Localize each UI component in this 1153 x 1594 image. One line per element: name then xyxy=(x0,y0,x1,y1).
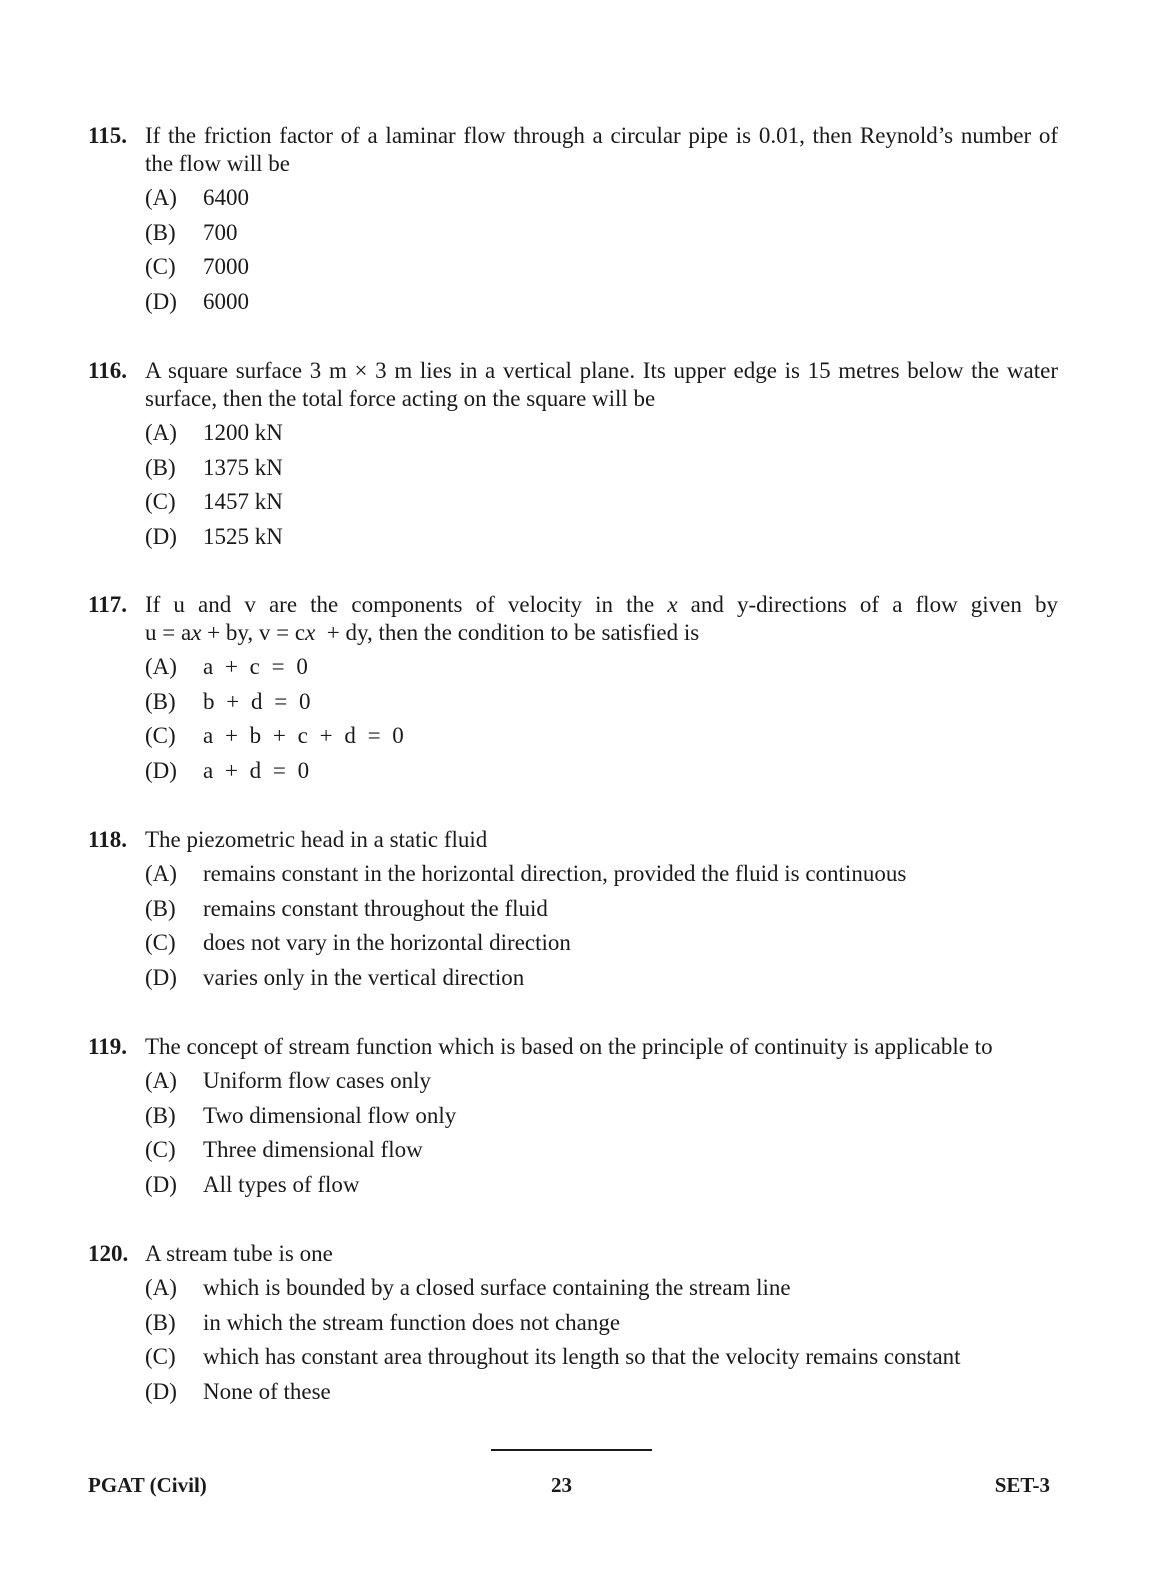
variable-x: x xyxy=(667,592,678,617)
option-a xyxy=(88,1067,1058,1102)
option-label: (B) xyxy=(145,688,176,714)
option-a xyxy=(88,1274,1058,1309)
option-label: (D) xyxy=(145,288,177,314)
option-d xyxy=(88,288,1058,323)
question-text: A stream tube is one xyxy=(145,1241,333,1266)
option-label: (B) xyxy=(145,1309,176,1335)
text-segment: u = a xyxy=(145,620,192,645)
option-label: (C) xyxy=(145,489,176,514)
option-text: All types of flow xyxy=(203,1171,360,1197)
option-text: varies only in the vertical direction xyxy=(203,964,525,990)
option-b xyxy=(88,688,1058,723)
question-text: The piezometric head in a static fluid xyxy=(145,827,488,852)
question-number: 119. xyxy=(88,1034,127,1059)
option-a xyxy=(88,184,1058,219)
option-label: (B) xyxy=(145,895,176,921)
text-segment: If u and v are the components of velocity in the xyxy=(145,592,668,617)
variable-x: x xyxy=(305,620,316,645)
question-119 xyxy=(88,1033,1058,1205)
text-segment: + dy, then the condition to be satisfied is xyxy=(315,620,700,645)
question-number: 116. xyxy=(88,358,127,383)
option-label: (D) xyxy=(145,964,177,990)
question-number: 120. xyxy=(88,1241,129,1266)
option-d xyxy=(88,1171,1058,1206)
question-number: 115. xyxy=(88,123,127,148)
option-b xyxy=(88,1309,1058,1344)
option-label: (C) xyxy=(145,1137,176,1162)
option-c xyxy=(88,253,1058,288)
option-label: (D) xyxy=(145,1171,177,1197)
option-text: a + b + c + d = 0 xyxy=(203,723,404,748)
option-text: which is bounded by a closed surface containing the stream line xyxy=(203,1275,791,1300)
option-label: (C) xyxy=(145,723,176,748)
question-117 xyxy=(88,591,1058,791)
question-text xyxy=(145,591,1058,647)
option-text: in which the stream function does not change xyxy=(203,1309,621,1335)
option-label: (A) xyxy=(145,1068,177,1093)
question-text-line-1 xyxy=(145,591,1058,619)
question-number: 117. xyxy=(88,592,127,617)
option-label: (B) xyxy=(145,454,176,480)
question-116 xyxy=(88,357,1058,557)
option-text: remains constant in the horizontal direction, provided the fluid is continuous xyxy=(203,861,907,886)
option-label: (A) xyxy=(145,861,177,886)
option-label: (A) xyxy=(145,420,177,445)
question-number: 118. xyxy=(88,827,127,852)
option-b xyxy=(88,895,1058,930)
option-d xyxy=(88,523,1058,558)
question-120 xyxy=(88,1240,1058,1412)
option-c xyxy=(88,929,1058,964)
option-label: (C) xyxy=(145,930,176,955)
text-segment: and y-directions of a flow given by xyxy=(677,592,1058,617)
footer-divider xyxy=(491,1449,652,1451)
option-text: a + d = 0 xyxy=(203,757,310,783)
option-text: 6000 xyxy=(203,288,249,314)
option-c xyxy=(88,1343,1058,1378)
option-text: 7000 xyxy=(203,254,249,279)
option-text: 700 xyxy=(203,219,238,245)
page-number: 23 xyxy=(551,1473,572,1497)
option-text: remains constant throughout the fluid xyxy=(203,895,548,921)
question-115 xyxy=(88,122,1058,322)
option-b xyxy=(88,454,1058,489)
option-label: (C) xyxy=(145,254,176,279)
option-label: (A) xyxy=(145,1275,177,1300)
option-b xyxy=(88,1102,1058,1137)
footer-exam-name: PGAT (Civil) xyxy=(88,1473,207,1497)
option-a xyxy=(88,653,1058,688)
option-label: (A) xyxy=(145,185,177,210)
question-text-line-2 xyxy=(145,619,1058,647)
option-d xyxy=(88,964,1058,999)
option-text: does not vary in the horizontal direction xyxy=(203,930,571,955)
option-label: (A) xyxy=(145,654,177,679)
option-d xyxy=(88,757,1058,792)
option-text: 1200 kN xyxy=(203,420,283,445)
option-text: 6400 xyxy=(203,185,249,210)
option-text: Two dimensional flow only xyxy=(203,1102,457,1128)
option-label: (B) xyxy=(145,1102,176,1128)
question-text: A square surface 3 m × 3 m lies in a vertical plane. Its upper edge is 15 metres below the water surface, then the total force acting on the square will be xyxy=(145,358,1058,411)
option-text: Three dimensional flow xyxy=(203,1137,423,1162)
question-118 xyxy=(88,826,1058,998)
option-label: (D) xyxy=(145,523,177,549)
variable-x: x xyxy=(191,620,202,645)
option-c xyxy=(88,722,1058,757)
option-d xyxy=(88,1378,1058,1413)
option-text: None of these xyxy=(203,1378,331,1404)
option-text: 1457 kN xyxy=(203,489,283,514)
option-label: (D) xyxy=(145,1378,177,1404)
option-text: Uniform flow cases only xyxy=(203,1068,432,1093)
option-b xyxy=(88,219,1058,254)
option-c xyxy=(88,488,1058,523)
option-c xyxy=(88,1136,1058,1171)
text-segment: + by, v = c xyxy=(201,620,306,645)
option-a xyxy=(88,860,1058,895)
footer-set-code: SET-3 xyxy=(994,1473,1050,1497)
question-text: If the friction factor of a laminar flow through a circular pipe is 0.01, then Reynold’s number of the flow will be xyxy=(145,123,1058,176)
option-text: b + d = 0 xyxy=(203,688,311,714)
question-text: The concept of stream function which is based on the principle of continuity is applicable to xyxy=(145,1034,993,1059)
option-text: 1525 kN xyxy=(203,523,283,549)
option-label: (D) xyxy=(145,757,177,783)
option-a xyxy=(88,419,1058,454)
option-text: which has constant area throughout its length so that the velocity remains constant xyxy=(203,1344,961,1369)
option-label: (C) xyxy=(145,1344,176,1369)
option-label: (B) xyxy=(145,219,176,245)
option-text: 1375 kN xyxy=(203,454,283,480)
option-text: a + c = 0 xyxy=(203,654,308,679)
